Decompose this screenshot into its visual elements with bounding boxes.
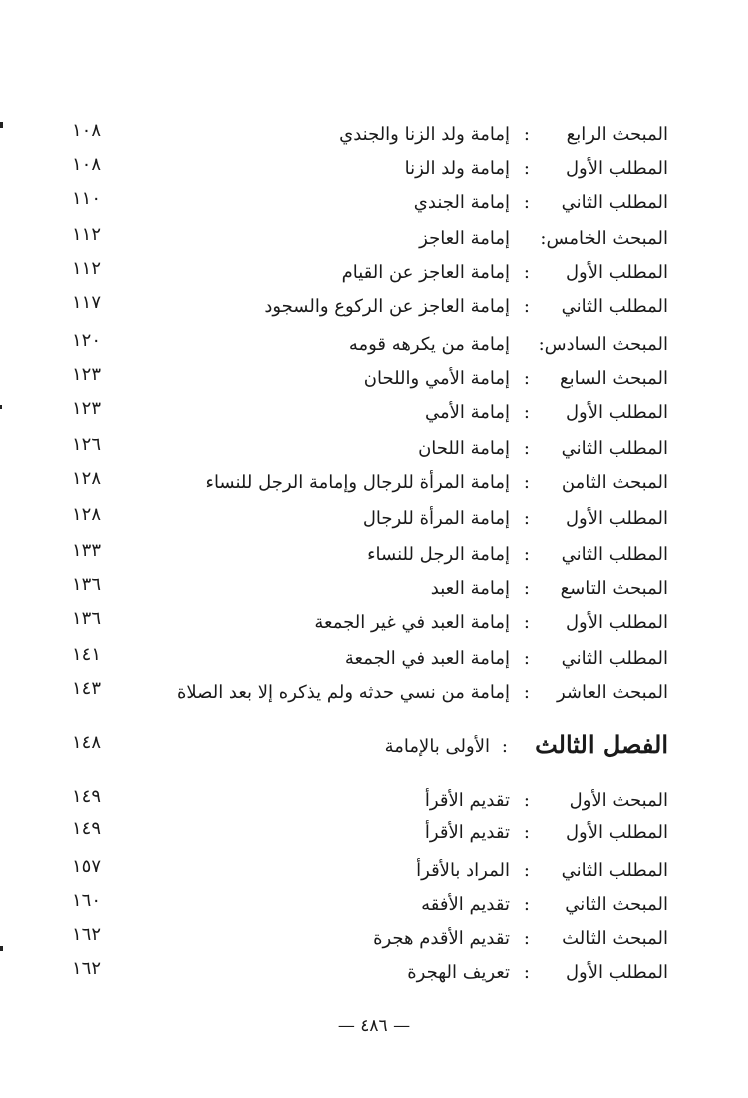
entry-page-number: ١١٢ [72, 224, 102, 245]
entry-title: إمامة الجندي [413, 192, 510, 213]
entry-title: إمامة العاجز [419, 228, 510, 249]
entry-title: إمامة الأمي واللحان [363, 368, 510, 389]
toc-entry [60, 224, 668, 258]
entry-title: إمامة اللحان [418, 438, 510, 459]
entry-separator: : [523, 612, 530, 633]
entry-separator: : [523, 928, 530, 949]
entry-title: تقديم الأفقه [421, 894, 510, 915]
entry-page-number: ١٣٦ [72, 574, 102, 595]
entry-page-number: ١٣٦ [72, 608, 102, 629]
scan-mark [0, 405, 2, 409]
entry-page-number: ١٤١ [72, 644, 102, 665]
toc-entry [60, 856, 668, 890]
entry-page-number: ١٣٣ [72, 540, 102, 561]
entry-page-number: ١١٢ [72, 258, 102, 279]
toc-entry [60, 188, 668, 222]
entry-separator: : [523, 648, 530, 669]
toc-entry [60, 608, 668, 642]
toc-entry [60, 468, 668, 502]
entry-label: المطلب الثاني [561, 648, 668, 669]
entry-page-number: ١٤٣ [72, 678, 102, 699]
entry-label: المطلب الأول [565, 402, 668, 423]
entry-page-number: ١١٠ [72, 188, 102, 209]
toc-entry [60, 398, 668, 432]
entry-separator: : [523, 682, 530, 703]
entry-title: إمامة العبد [430, 578, 510, 599]
entry-label: المطلب الثاني [561, 544, 668, 565]
entry-title: إمامة المرأة للرجال وإمامة الرجل للنساء [205, 472, 510, 493]
entry-page-number: ١٢٣ [72, 398, 102, 419]
entry-title: إمامة العبد في غير الجمعة [314, 612, 510, 633]
toc-entry [60, 678, 668, 712]
entry-title: إمامة العاجز عن الركوع والسجود [264, 296, 510, 317]
entry-page-number: ١٢٣ [72, 364, 102, 385]
entry-title: إمامة من يكرهه قومه [348, 334, 510, 355]
toc-entry [60, 890, 668, 924]
entry-separator: : [523, 790, 530, 811]
entry-page-number: ١٦٢ [72, 924, 102, 945]
toc-entry [60, 154, 668, 188]
entry-separator: : [523, 124, 530, 145]
scan-mark [0, 122, 3, 128]
entry-separator: : [523, 860, 530, 881]
entry-separator: : [523, 402, 530, 423]
entry-separator: : [523, 368, 530, 389]
toc-entry [60, 330, 668, 364]
entry-label: المبحث الرابع [566, 124, 668, 145]
entry-label: المبحث الخامس: [540, 228, 668, 249]
entry-label: المطلب الأول [565, 262, 668, 283]
entry-label: المطلب الأول [565, 158, 668, 179]
chapter-title: الأولى بالإمامة [384, 736, 490, 757]
toc-entry [60, 818, 668, 852]
entry-title: إمامة من نسي حدثه ولم يذكره إلا بعد الصلاة [176, 682, 510, 703]
toc-entry [60, 504, 668, 538]
entry-title: إمامة المرأة للرجال [362, 508, 510, 529]
entry-label: المبحث الأول [569, 790, 668, 811]
chapter-heading [60, 732, 668, 766]
toc-entry [60, 120, 668, 154]
entry-page-number: ١٦٠ [72, 890, 102, 911]
entry-page-number: ١٤٩ [72, 818, 102, 839]
entry-page-number: ١٢٠ [72, 330, 102, 351]
entry-title: إمامة الأمي [424, 402, 510, 423]
entry-label: المبحث العاشر [556, 682, 668, 703]
entry-label: المطلب الأول [565, 962, 668, 983]
toc-entry [60, 574, 668, 608]
entry-title: تقديم الأقدم هجرة [373, 928, 510, 949]
chapter-label: الفصل الثالث [535, 730, 668, 759]
entry-label: المبحث الثالث [562, 928, 668, 949]
toc-entry [60, 292, 668, 326]
toc-entry [60, 958, 668, 992]
toc-entry [60, 786, 668, 820]
entry-separator: : [523, 822, 530, 843]
entry-label: المبحث السابع [560, 368, 668, 389]
toc-entry [60, 434, 668, 468]
entry-title: إمامة ولد الزنا [404, 158, 510, 179]
entry-label: المطلب الأول [565, 612, 668, 633]
entry-separator: : [523, 296, 530, 317]
entry-page-number: ١٠٨ [72, 154, 102, 175]
entry-page-number: ١٤٩ [72, 786, 102, 807]
toc-entry [60, 924, 668, 958]
entry-separator: : [523, 438, 530, 459]
entry-separator: : [523, 544, 530, 565]
entry-page-number: ١٢٨ [72, 504, 102, 525]
entry-separator: : [523, 158, 530, 179]
entry-separator: : [523, 472, 530, 493]
entry-label: المبحث السادس: [538, 334, 668, 355]
entry-label: المطلب الثاني [561, 296, 668, 317]
entry-title: إمامة العاجز عن القيام [341, 262, 510, 283]
entry-label: المطلب الثاني [561, 192, 668, 213]
entry-separator: : [523, 508, 530, 529]
entry-page-number: ١٢٦ [72, 434, 102, 455]
toc-entry [60, 364, 668, 398]
entry-title: إمامة ولد الزنا والجندي [339, 124, 510, 145]
entry-label: المطلب الثاني [561, 438, 668, 459]
entry-title: المراد بالأقرأ [416, 860, 510, 881]
entry-label: المبحث التاسع [560, 578, 668, 599]
entry-page-number: ١٢٨ [72, 468, 102, 489]
entry-title: تعريف الهجرة [407, 962, 510, 983]
page-footer-number: — ٤٨٦ — [337, 1016, 411, 1036]
toc-entry [60, 540, 668, 574]
entry-separator: : [523, 894, 530, 915]
entry-page-number: ١٠٨ [72, 120, 102, 141]
entry-page-number: ١٤٨ [72, 732, 102, 753]
toc-entry [60, 644, 668, 678]
entry-separator: : [523, 192, 530, 213]
entry-title: تقديم الأقرأ [424, 822, 510, 843]
entry-title: إمامة الرجل للنساء [367, 544, 510, 565]
entry-label: المطلب الثاني [561, 860, 668, 881]
entry-label: المبحث الثامن [561, 472, 668, 493]
entry-separator: : [501, 736, 508, 757]
entry-page-number: ١٥٧ [72, 856, 102, 877]
entry-page-number: ١٦٢ [72, 958, 102, 979]
entry-label: المطلب الأول [565, 508, 668, 529]
entry-separator: : [523, 962, 530, 983]
entry-title: تقديم الأقرأ [424, 790, 510, 811]
entry-separator: : [523, 578, 530, 599]
entry-label: المطلب الأول [565, 822, 668, 843]
entry-title: إمامة العبد في الجمعة [344, 648, 510, 669]
scan-mark [0, 946, 3, 951]
toc-entry [60, 258, 668, 292]
entry-page-number: ١١٧ [72, 292, 102, 313]
entry-separator: : [523, 262, 530, 283]
entry-label: المبحث الثاني [565, 894, 668, 915]
